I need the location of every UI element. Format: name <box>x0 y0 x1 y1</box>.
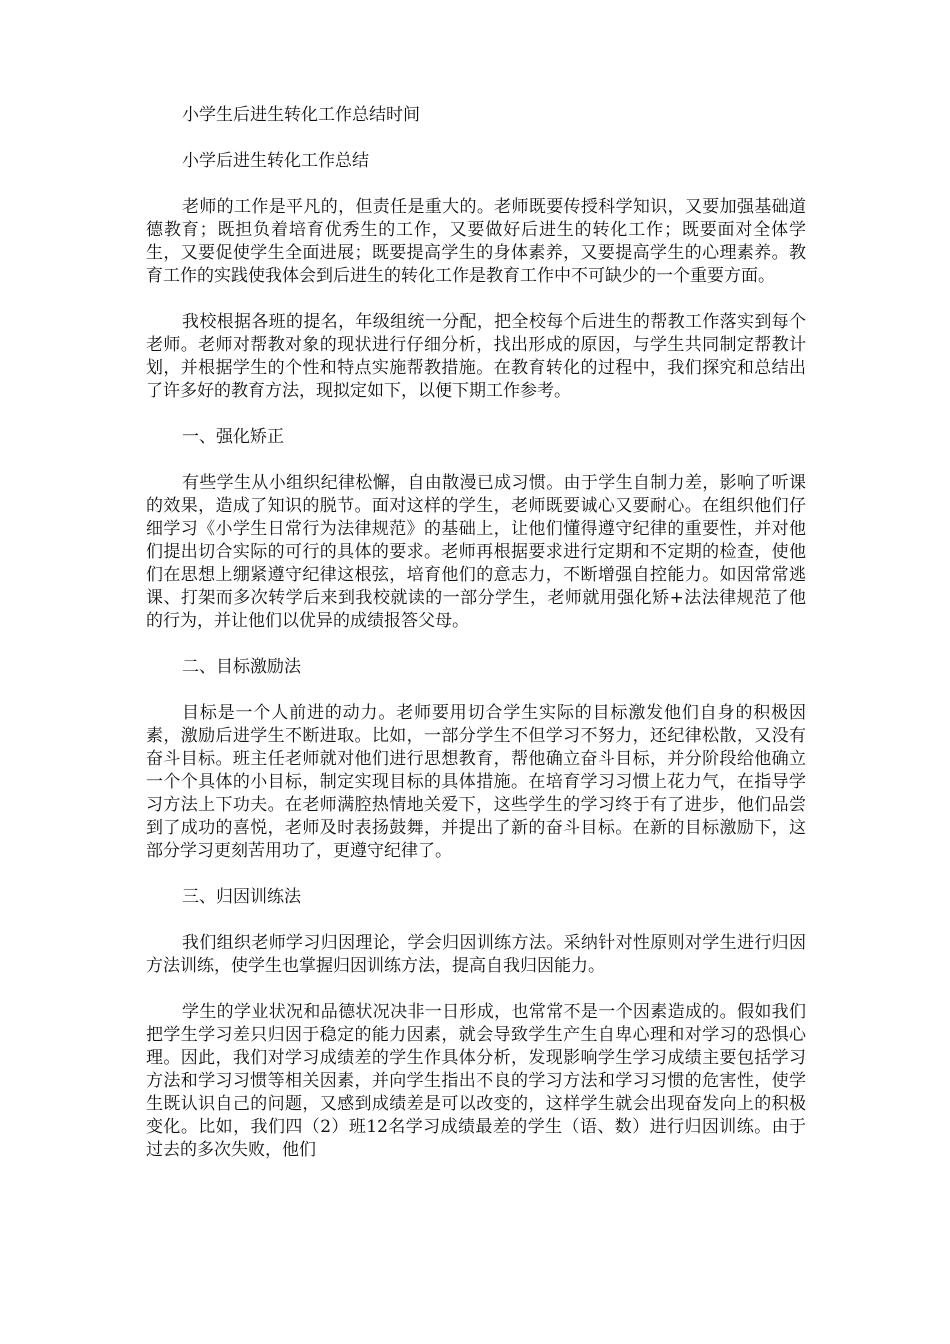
section-heading-2: 二、目标激励法 <box>182 657 301 677</box>
section-1-paragraph: 有些学生从小组织纪律松懈，自由散漫已成习惯。由于学生自制力差，影响了听课的效果，造成了知识的脱节。面对这样的学生，老师既要诚心又要耐心。在组织他们仔细学习《小学生日常行为法律规范》的基础上，让他们懂得遵守纪律的重要性，并对他们提出切合实际的可行的具体的要求。老师再根据要求进行定期和不定期的检查，使他们在思想上绷紧遵守纪律这根弦，培育他们的意志力，不断增强自控能力。如因常常逃课、打架而多次转学后来到我校就读的一部分学生，老师就用强化矫+法法律规范了他的行为，并让他们以优异的成绩报答父母。 <box>146 473 806 631</box>
intro-paragraph-1: 老师的工作是平凡的，但责任是重大的。老师既要传授科学知识，又要加强基础道德教育；既担负着培育优秀生的工作，又要做好后进生的转化工作；既要面对全体学生，又要促使学生全面进展；既要提高学生的身体素养，又要提高学生的心理素养。教育工作的实践使我体会到后进生的转化工作是教育工作中不可缺少的一个重要方面。 <box>146 197 806 286</box>
section-3-paragraph-1: 我们组织老师学习归因理论，学会归因训练方法。采纳针对性原则对学生进行归因方法训练，使学生也掌握归因训练方法，提高自我归因能力。 <box>146 933 806 976</box>
document-body <box>146 104 806 1185</box>
section-heading-3: 三、归因训练法 <box>182 887 301 907</box>
document-subtitle: 小学后进生转化工作总结 <box>182 151 369 171</box>
section-heading-1: 一、强化矫正 <box>182 427 284 447</box>
section-3-paragraph-2: 学生的学业状况和品德状况决非一日形成，也常常不是一个因素造成的。假如我们把学生学习差只归因于稳定的能力因素，就会导致学生产生自卑心理和对学习的恐惧心理。因此，我们对学习成绩差的学生作具体分析，发现影响学生学习成绩主要包括学习方法和学习习惯等相关因素，并向学生指出不良的学习方法和学习习惯的危害性，使学生既认识自己的问题，又感到成绩差是可以改变的，这样学生就会出现奋发向上的积极变化。比如，我们四（2）班12名学习成绩最差的学生（语、数）进行归因训练。由于过去的多次失败，他们 <box>146 1002 806 1160</box>
document-title: 小学生后进生转化工作总结时间 <box>182 105 420 125</box>
section-2-paragraph: 目标是一个人前进的动力。老师要用切合学生实际的目标激发他们自身的积极因素，激励后进学生不断进取。比如，一部分学生不但学习不努力，还纪律松散，又没有奋斗目标。班主任老师就对他们进行思想教育，帮他确立奋斗目标，并分阶段给他确立一个个具体的小目标，制定实现目标的具体措施。在培育学习习惯上花力气，在指导学习方法上下功夫。在老师满腔热情地关爱下，这些学生的学习终于有了进步，他们品尝到了成功的喜悦，老师及时表扬鼓舞，并提出了新的奋斗目标。在新的目标激励下，这部分学习更刻苦用功了，更遵守纪律了。 <box>146 703 806 861</box>
intro-paragraph-2: 我校根据各班的提名，年级组统一分配，把全校每个后进生的帮教工作落实到每个老师。老师对帮教对象的现状进行仔细分析，找出形成的原因，与学生共同制定帮教计划，并根据学生的个性和特点实施帮教措施。在教育转化的过程中，我们探究和总结出了许多好的教育方法，现拟定如下，以便下期工作参考。 <box>146 312 806 401</box>
